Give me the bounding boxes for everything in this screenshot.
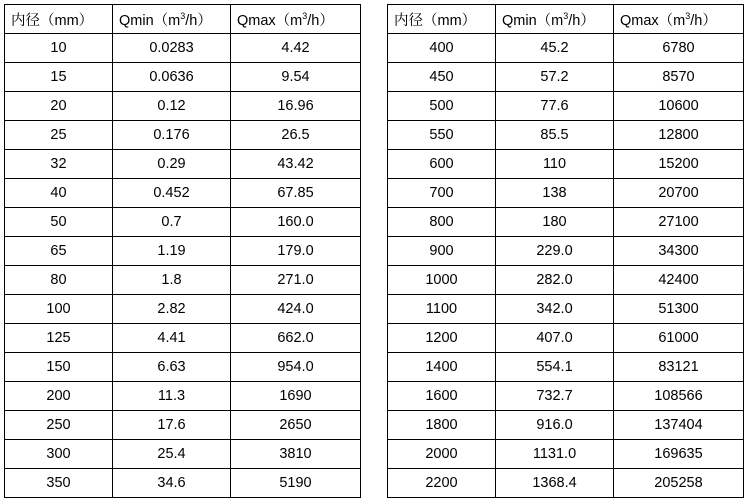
cell-qmax: 662.0 — [231, 324, 361, 353]
table-row — [388, 266, 744, 295]
cell-qmax: 67.85 — [231, 179, 361, 208]
header-row — [388, 5, 744, 34]
cell-inner-diameter: 500 — [388, 92, 496, 121]
table-row — [5, 63, 361, 92]
cell-inner-diameter: 25 — [5, 121, 113, 150]
cell-qmin: 138 — [496, 179, 614, 208]
cell-qmax: 160.0 — [231, 208, 361, 237]
cell-qmax: 42400 — [614, 266, 744, 295]
cell-qmin: 17.6 — [113, 411, 231, 440]
table-row — [5, 237, 361, 266]
cell-qmin: 1368.4 — [496, 469, 614, 498]
cell-qmax: 51300 — [614, 295, 744, 324]
cell-qmax: 3810 — [231, 440, 361, 469]
table-row — [5, 353, 361, 382]
cell-inner-diameter: 1400 — [388, 353, 496, 382]
cell-qmax: 4.42 — [231, 34, 361, 63]
cell-qmax: 6780 — [614, 34, 744, 63]
cell-qmax: 1690 — [231, 382, 361, 411]
table-row — [388, 63, 744, 92]
table-row — [388, 237, 744, 266]
cell-qmin: 732.7 — [496, 382, 614, 411]
table-row — [5, 469, 361, 498]
table-row — [5, 266, 361, 295]
cell-inner-diameter: 300 — [5, 440, 113, 469]
table-row — [5, 179, 361, 208]
cell-inner-diameter: 125 — [5, 324, 113, 353]
cell-qmin: 0.0636 — [113, 63, 231, 92]
table-row — [5, 295, 361, 324]
cell-qmax: 108566 — [614, 382, 744, 411]
cell-inner-diameter: 1600 — [388, 382, 496, 411]
cell-qmax: 2650 — [231, 411, 361, 440]
table-row — [388, 469, 744, 498]
cell-inner-diameter: 10 — [5, 34, 113, 63]
cell-qmin: 34.6 — [113, 469, 231, 498]
table-row — [388, 324, 744, 353]
cell-inner-diameter: 15 — [5, 63, 113, 92]
cell-qmax: 27100 — [614, 208, 744, 237]
header-row — [5, 5, 361, 34]
cell-inner-diameter: 100 — [5, 295, 113, 324]
cell-qmax: 424.0 — [231, 295, 361, 324]
cell-inner-diameter: 900 — [388, 237, 496, 266]
cell-qmin: 0.29 — [113, 150, 231, 179]
cell-qmin: 554.1 — [496, 353, 614, 382]
cell-qmax: 169635 — [614, 440, 744, 469]
cell-inner-diameter: 1800 — [388, 411, 496, 440]
cell-inner-diameter: 700 — [388, 179, 496, 208]
cell-inner-diameter: 1000 — [388, 266, 496, 295]
cell-qmin: 916.0 — [496, 411, 614, 440]
table-row — [5, 411, 361, 440]
cell-qmax: 10600 — [614, 92, 744, 121]
cell-inner-diameter: 1100 — [388, 295, 496, 324]
cell-qmin: 85.5 — [496, 121, 614, 150]
cell-qmax: 5190 — [231, 469, 361, 498]
table-row — [388, 295, 744, 324]
column-header-qmax: $Qmax(m^3/h)$ — [614, 5, 744, 34]
cell-qmax: 26.5 — [231, 121, 361, 150]
table-body-right — [388, 34, 744, 498]
cell-qmin: 1131.0 — [496, 440, 614, 469]
cell-qmax: 954.0 — [231, 353, 361, 382]
cell-qmax: 43.42 — [231, 150, 361, 179]
cell-inner-diameter: 20 — [5, 92, 113, 121]
cell-inner-diameter: 250 — [5, 411, 113, 440]
table-row — [388, 179, 744, 208]
table-row — [5, 34, 361, 63]
table-body-left — [5, 34, 361, 498]
table-row — [388, 150, 744, 179]
cell-qmax: 179.0 — [231, 237, 361, 266]
cell-qmin: 0.7 — [113, 208, 231, 237]
cell-qmin: 2.82 — [113, 295, 231, 324]
cell-qmin: 6.63 — [113, 353, 231, 382]
cell-inner-diameter: 1200 — [388, 324, 496, 353]
table-row — [5, 208, 361, 237]
column-header-qmin: $Qmin(m^3/h)$ — [113, 5, 231, 34]
cell-qmax: 9.54 — [231, 63, 361, 92]
table-row — [5, 92, 361, 121]
cell-qmax: 205258 — [614, 469, 744, 498]
cell-qmin: 0.452 — [113, 179, 231, 208]
cell-inner-diameter: 200 — [5, 382, 113, 411]
table-row — [388, 353, 744, 382]
cell-inner-diameter: 32 — [5, 150, 113, 179]
cell-qmin: 77.6 — [496, 92, 614, 121]
cell-qmin: 0.0283 — [113, 34, 231, 63]
cell-qmin: 229.0 — [496, 237, 614, 266]
cell-inner-diameter: 2000 — [388, 440, 496, 469]
cell-qmin: 282.0 — [496, 266, 614, 295]
table-header-left — [5, 5, 361, 34]
column-header-qmin: $Qmin(m^3/h)$ — [496, 5, 614, 34]
cell-inner-diameter: 800 — [388, 208, 496, 237]
cell-qmax: 34300 — [614, 237, 744, 266]
cell-qmax: 12800 — [614, 121, 744, 150]
cell-qmin: 407.0 — [496, 324, 614, 353]
cell-qmin: 110 — [496, 150, 614, 179]
table-row — [5, 150, 361, 179]
cell-inner-diameter: 350 — [5, 469, 113, 498]
column-header-qmax: $Qmax(m^3/h)$ — [231, 5, 361, 34]
table-row — [388, 382, 744, 411]
table-row — [388, 121, 744, 150]
cell-inner-diameter: 450 — [388, 63, 496, 92]
cell-qmin: 0.12 — [113, 92, 231, 121]
pipe-flow-table-left — [4, 4, 361, 498]
column-header-inner-diameter: 内径（mm） — [388, 5, 496, 34]
cell-inner-diameter: 50 — [5, 208, 113, 237]
cell-qmin: 1.19 — [113, 237, 231, 266]
cell-qmin: 57.2 — [496, 63, 614, 92]
table-row — [5, 121, 361, 150]
cell-qmin: 25.4 — [113, 440, 231, 469]
cell-qmax: 271.0 — [231, 266, 361, 295]
cell-qmin: 0.176 — [113, 121, 231, 150]
cell-inner-diameter: 65 — [5, 237, 113, 266]
cell-qmin: 45.2 — [496, 34, 614, 63]
cell-inner-diameter: 40 — [5, 179, 113, 208]
cell-qmin: 4.41 — [113, 324, 231, 353]
cell-qmin: 1.8 — [113, 266, 231, 295]
cell-qmin: 180 — [496, 208, 614, 237]
cell-qmax: 8570 — [614, 63, 744, 92]
cell-inner-diameter: 2200 — [388, 469, 496, 498]
table-header-right — [388, 5, 744, 34]
cell-qmax: 137404 — [614, 411, 744, 440]
cell-inner-diameter: 600 — [388, 150, 496, 179]
table-row — [5, 382, 361, 411]
table-row — [5, 324, 361, 353]
cell-qmax: 83121 — [614, 353, 744, 382]
table-row — [388, 208, 744, 237]
cell-qmax: 20700 — [614, 179, 744, 208]
cell-qmin: 11.3 — [113, 382, 231, 411]
pipe-flow-table-right — [387, 4, 744, 498]
cell-inner-diameter: 550 — [388, 121, 496, 150]
cell-inner-diameter: 400 — [388, 34, 496, 63]
table-row — [388, 34, 744, 63]
table-row — [5, 440, 361, 469]
cell-qmax: 61000 — [614, 324, 744, 353]
cell-qmin: 342.0 — [496, 295, 614, 324]
cell-inner-diameter: 150 — [5, 353, 113, 382]
column-header-inner-diameter: 内径（mm） — [5, 5, 113, 34]
table-row — [388, 92, 744, 121]
cell-qmax: 16.96 — [231, 92, 361, 121]
cell-inner-diameter: 80 — [5, 266, 113, 295]
table-row — [388, 411, 744, 440]
table-row — [388, 440, 744, 469]
cell-qmax: 15200 — [614, 150, 744, 179]
